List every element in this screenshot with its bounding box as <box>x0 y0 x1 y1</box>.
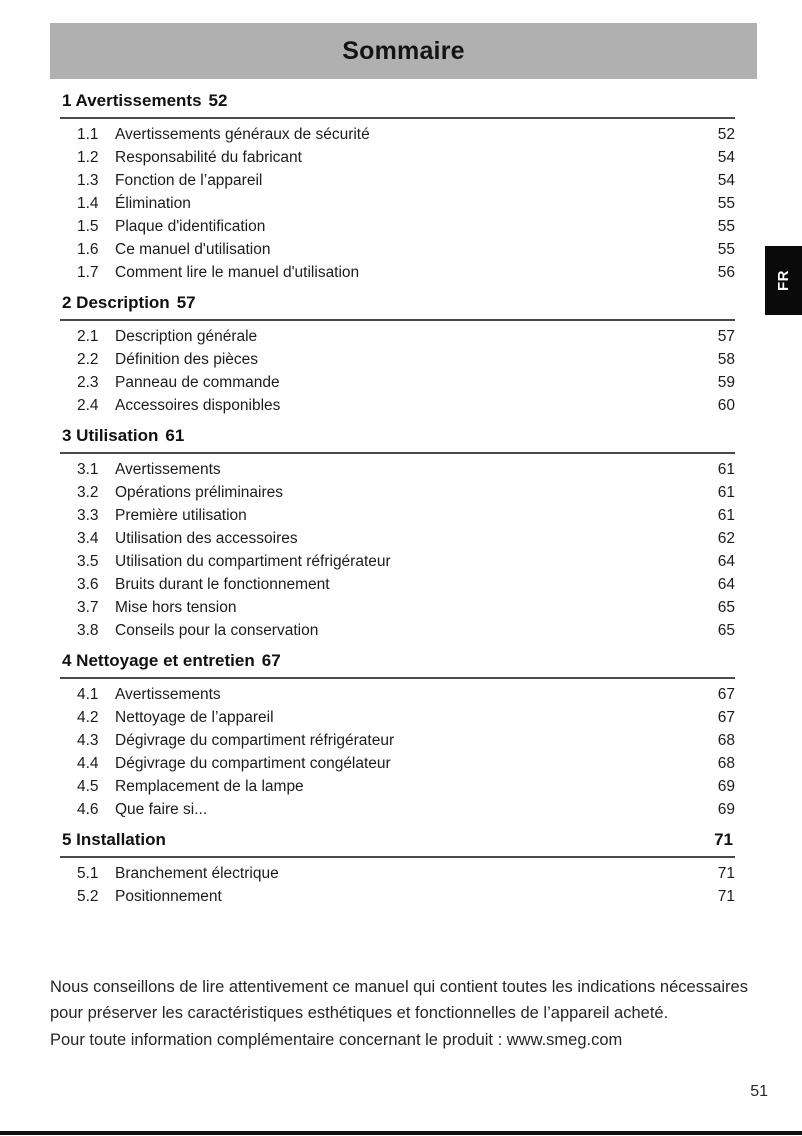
bottom-rule <box>0 1131 802 1135</box>
toc-item-number: 1.1 <box>77 126 99 143</box>
toc-item-page: 65 <box>717 599 735 616</box>
toc-item-page: 65 <box>717 622 735 639</box>
toc-row <box>60 504 735 527</box>
toc-item-number: 2.1 <box>77 328 99 345</box>
toc-item-page: 61 <box>717 484 735 501</box>
toc-item-page: 59 <box>717 374 735 391</box>
toc-item-number: 3.6 <box>77 576 99 593</box>
toc-item-page: 68 <box>717 732 735 749</box>
toc-item-number: 3.1 <box>77 461 99 478</box>
toc-item-page: 56 <box>717 264 735 281</box>
toc-row <box>60 348 735 371</box>
toc-item-page: 60 <box>717 397 735 414</box>
toc-item-page: 67 <box>717 686 735 703</box>
toc-row <box>60 481 735 504</box>
toc-section-title: 1 Avertissements <box>62 91 202 110</box>
toc-item-label: Avertissements <box>115 461 221 478</box>
toc-item-label: Que faire si... <box>115 801 208 818</box>
toc-item-label: Mise hors tension <box>115 599 237 616</box>
toc-item-number: 3.4 <box>77 530 99 547</box>
toc-item-page: 68 <box>717 755 735 772</box>
toc-row <box>60 752 735 775</box>
toc-item-label: Première utilisation <box>115 507 247 524</box>
toc-item-page: 69 <box>717 801 735 818</box>
toc-section-page: 67 <box>261 651 281 670</box>
toc-item-label: Panneau de commande <box>115 374 280 391</box>
toc-item-label: Utilisation du compartiment réfrigérateur <box>115 553 391 570</box>
toc-item-number: 4.5 <box>77 778 99 795</box>
toc-item-page: 52 <box>717 126 735 143</box>
toc-section-page: 52 <box>208 91 228 110</box>
toc-row <box>60 238 735 261</box>
toc-item-page: 69 <box>717 778 735 795</box>
toc-item-label: Comment lire le manuel d'utilisation <box>115 264 360 281</box>
toc-row <box>60 706 735 729</box>
toc-section-items <box>60 862 735 908</box>
toc-section-header <box>60 650 735 679</box>
toc-item-number: 5.2 <box>77 888 99 905</box>
page-title: Sommaire <box>342 36 465 65</box>
toc-section-items <box>60 458 735 642</box>
footer-note <box>50 974 752 1054</box>
toc-item-page: 64 <box>717 576 735 593</box>
toc-row <box>60 619 735 642</box>
toc-item-page: 61 <box>717 461 735 478</box>
toc-item-page: 61 <box>717 507 735 524</box>
toc-item-number: 1.7 <box>77 264 99 281</box>
toc-item-page: 67 <box>717 709 735 726</box>
toc-item-number: 3.5 <box>77 553 99 570</box>
toc-row <box>60 573 735 596</box>
toc-item-number: 3.2 <box>77 484 99 501</box>
toc-item-number: 4.4 <box>77 755 99 772</box>
toc-section-header <box>60 425 735 454</box>
toc-item-label: Fonction de l’appareil <box>115 172 263 189</box>
page-number: 51 <box>750 1083 768 1100</box>
toc-row <box>60 123 735 146</box>
toc-row <box>60 683 735 706</box>
toc-item-label: Avertissements <box>115 686 221 703</box>
footer-paragraph-2: Pour toute information complémentaire concernant le produit : www.smeg.com <box>50 1031 623 1049</box>
toc-section-title: 3 Utilisation <box>62 426 159 445</box>
toc-item-label: Dégivrage du compartiment congélateur <box>115 755 391 772</box>
toc-item-label: Description générale <box>115 328 258 345</box>
toc-row <box>60 885 735 908</box>
toc-row <box>60 261 735 284</box>
toc-item-page: 54 <box>717 149 735 166</box>
toc-item-number: 4.3 <box>77 732 99 749</box>
toc-row <box>60 215 735 238</box>
toc-section <box>60 292 735 417</box>
toc-row <box>60 169 735 192</box>
toc-section <box>60 425 735 642</box>
toc-item-label: Branchement électrique <box>115 865 279 882</box>
toc-item-number: 5.1 <box>77 865 99 882</box>
toc-item-label: Élimination <box>115 195 191 212</box>
toc-item-label: Ce manuel d'utilisation <box>115 241 271 258</box>
toc-item-page: 54 <box>717 172 735 189</box>
toc-section-items <box>60 683 735 821</box>
footer-paragraph-1: Nous conseillons de lire attentivement ce manuel qui contient toutes les indications nécessaires pour préserver les caractéristiques esthétiques et fonctionnelles de l’appareil acheté. <box>50 978 748 1022</box>
toc-row <box>60 371 735 394</box>
toc-section-header <box>60 829 735 858</box>
toc-section <box>60 90 735 284</box>
toc-section <box>60 829 735 908</box>
toc-item-label: Bruits durant le fonctionnement <box>115 576 330 593</box>
toc-item-number: 1.6 <box>77 241 99 258</box>
language-tab-fr <box>765 246 802 315</box>
toc-item-number: 4.6 <box>77 801 99 818</box>
toc-section-items <box>60 325 735 417</box>
toc-item-page: 71 <box>717 865 735 882</box>
toc-row <box>60 775 735 798</box>
toc-item-number: 3.7 <box>77 599 99 616</box>
toc-item-label: Avertissements généraux de sécurité <box>115 126 370 143</box>
toc-item-page: 55 <box>717 195 735 212</box>
toc-item-number: 3.8 <box>77 622 99 639</box>
toc-item-number: 1.2 <box>77 149 99 166</box>
toc-item-label: Plaque d'identification <box>115 218 266 235</box>
toc-item-number: 1.5 <box>77 218 99 235</box>
toc-item-label: Utilisation des accessoires <box>115 530 298 547</box>
toc-item-number: 2.4 <box>77 397 99 414</box>
toc-item-number: 3.3 <box>77 507 99 524</box>
toc-item-label: Nettoyage de l’appareil <box>115 709 274 726</box>
toc-row <box>60 192 735 215</box>
sommaire-header-bar <box>50 23 757 79</box>
toc-section <box>60 650 735 821</box>
toc-item-label: Opérations préliminaires <box>115 484 283 501</box>
toc-item-label: Positionnement <box>115 888 222 905</box>
toc-item-label: Dégivrage du compartiment réfrigérateur <box>115 732 395 749</box>
toc-row <box>60 550 735 573</box>
toc-section-header <box>60 292 735 321</box>
toc-section-title: 5 Installation <box>62 830 166 849</box>
toc-row <box>60 729 735 752</box>
toc-item-page: 58 <box>717 351 735 368</box>
toc-section-title: 2 Description <box>62 293 170 312</box>
toc-section-items <box>60 123 735 284</box>
toc-item-page: 62 <box>717 530 735 547</box>
toc-item-label: Responsabilité du fabricant <box>115 149 302 166</box>
toc-row <box>60 527 735 550</box>
toc-section-header <box>60 90 735 119</box>
toc-row <box>60 146 735 169</box>
toc-section-page: 71 <box>714 830 733 849</box>
toc-item-page: 64 <box>717 553 735 570</box>
toc-section-title: 4 Nettoyage et entretien <box>62 651 255 670</box>
toc-item-number: 2.2 <box>77 351 99 368</box>
toc-item-number: 1.3 <box>77 172 99 189</box>
toc-row <box>60 325 735 348</box>
toc-item-label: Conseils pour la conservation <box>115 622 319 639</box>
toc-item-number: 2.3 <box>77 374 99 391</box>
toc-item-page: 55 <box>717 218 735 235</box>
toc-item-page: 55 <box>717 241 735 258</box>
table-of-contents <box>60 90 735 916</box>
language-tab-label: FR <box>775 270 792 291</box>
toc-item-number: 4.2 <box>77 709 99 726</box>
toc-row <box>60 596 735 619</box>
toc-item-number: 4.1 <box>77 686 99 703</box>
toc-row <box>60 798 735 821</box>
toc-row <box>60 862 735 885</box>
toc-row <box>60 458 735 481</box>
toc-item-number: 1.4 <box>77 195 99 212</box>
toc-section-page: 57 <box>176 293 196 312</box>
toc-item-page: 71 <box>717 888 735 905</box>
toc-row <box>60 394 735 417</box>
toc-item-label: Définition des pièces <box>115 351 259 368</box>
toc-section-page: 61 <box>165 426 185 445</box>
toc-item-label: Remplacement de la lampe <box>115 778 304 795</box>
toc-item-page: 57 <box>717 328 735 345</box>
toc-item-label: Accessoires disponibles <box>115 397 281 414</box>
